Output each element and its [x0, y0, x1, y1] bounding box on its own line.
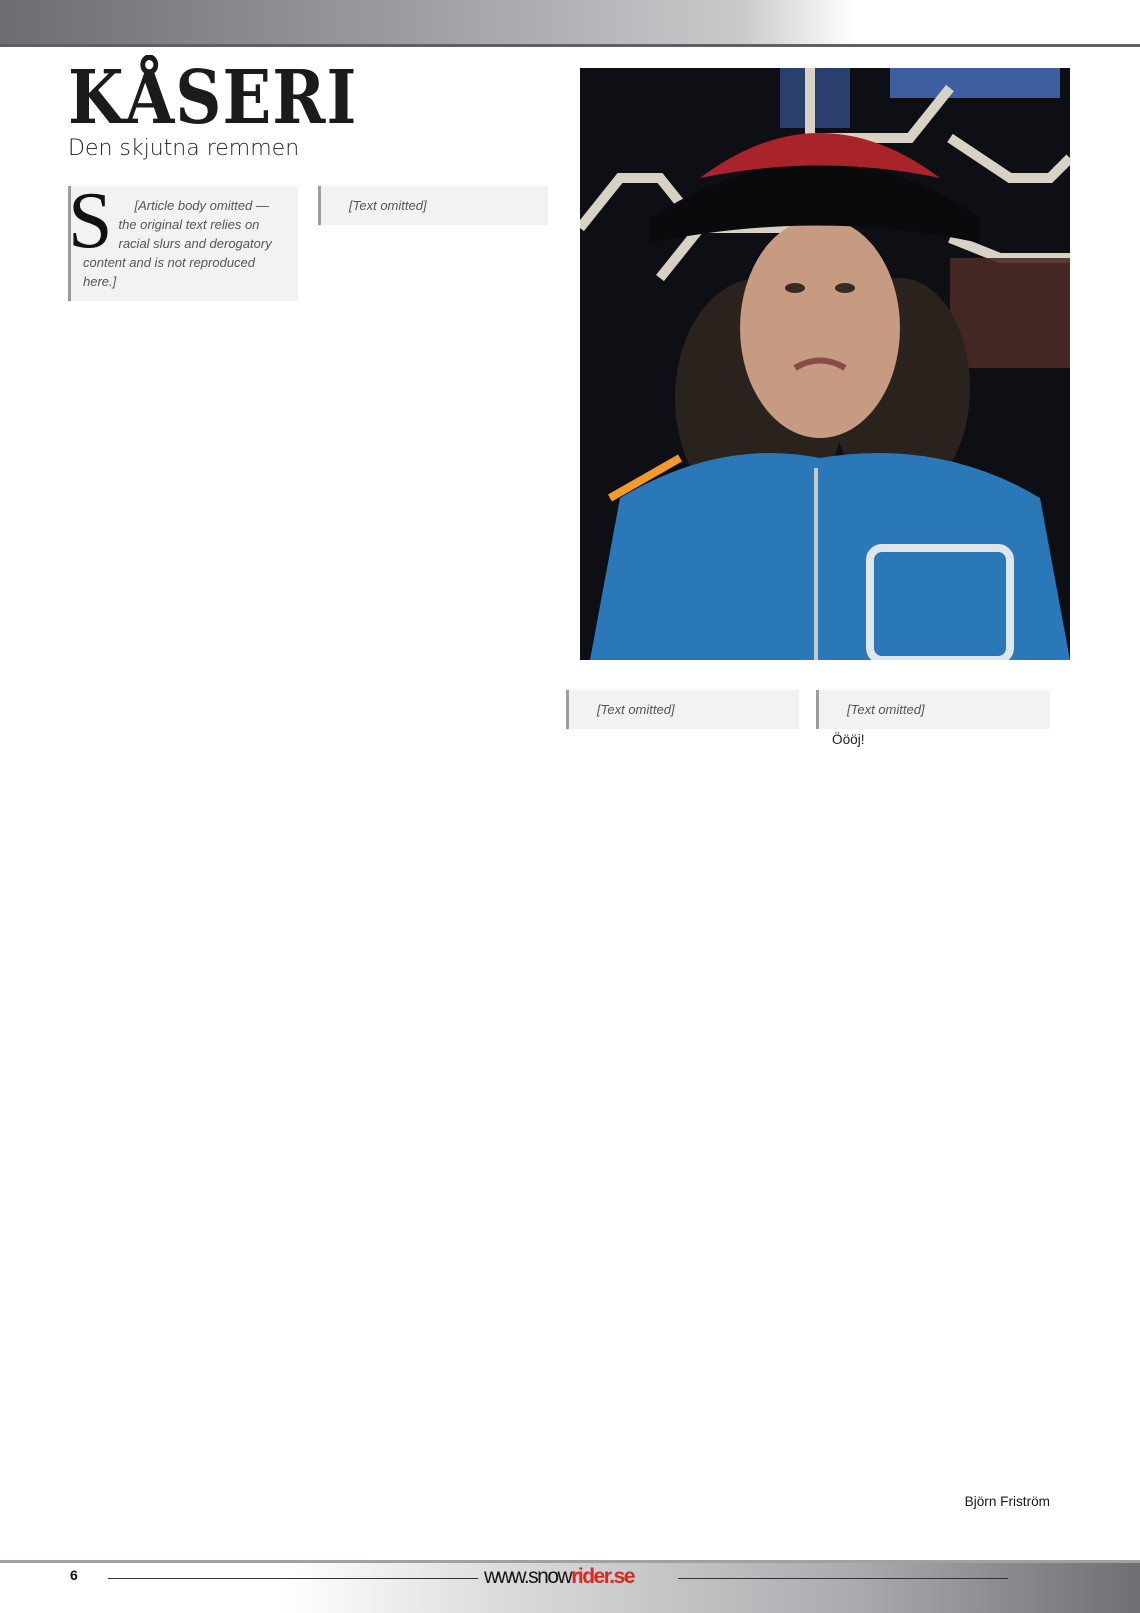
footer-divider-right: [678, 1578, 1008, 1579]
article-title: Den skjutna remmen: [68, 136, 300, 161]
omitted-text-notice: [Article body omitted — the original text relies on racial slurs and derogatory content and is not reproduced here.]: [68, 186, 298, 301]
page-number: 6: [70, 1567, 78, 1583]
article-column-3: [566, 690, 799, 1526]
site-url-prefix: www.snow: [484, 1565, 572, 1588]
site-url-accent: rider.se: [571, 1565, 634, 1588]
article-column-1: [68, 177, 298, 1526]
portrait-illustration: [580, 68, 1070, 660]
author-byline: Björn Friström: [964, 1494, 1050, 1509]
omitted-text-notice: [Text omitted]: [816, 690, 1050, 729]
article-column-2: [318, 186, 548, 1526]
omitted-text-notice: [Text omitted]: [318, 186, 548, 225]
author-photo: [580, 68, 1070, 660]
closing-line: Öööj!: [832, 732, 865, 747]
site-url-logo[interactable]: [484, 1565, 634, 1589]
article-column-4: [816, 690, 1050, 1526]
omitted-text-notice: [Text omitted]: [566, 690, 799, 729]
footer-divider-left: [108, 1578, 478, 1579]
section-title: KÅSERI: [68, 55, 358, 142]
dropcap: S: [68, 177, 113, 265]
header-band: [0, 0, 1140, 47]
